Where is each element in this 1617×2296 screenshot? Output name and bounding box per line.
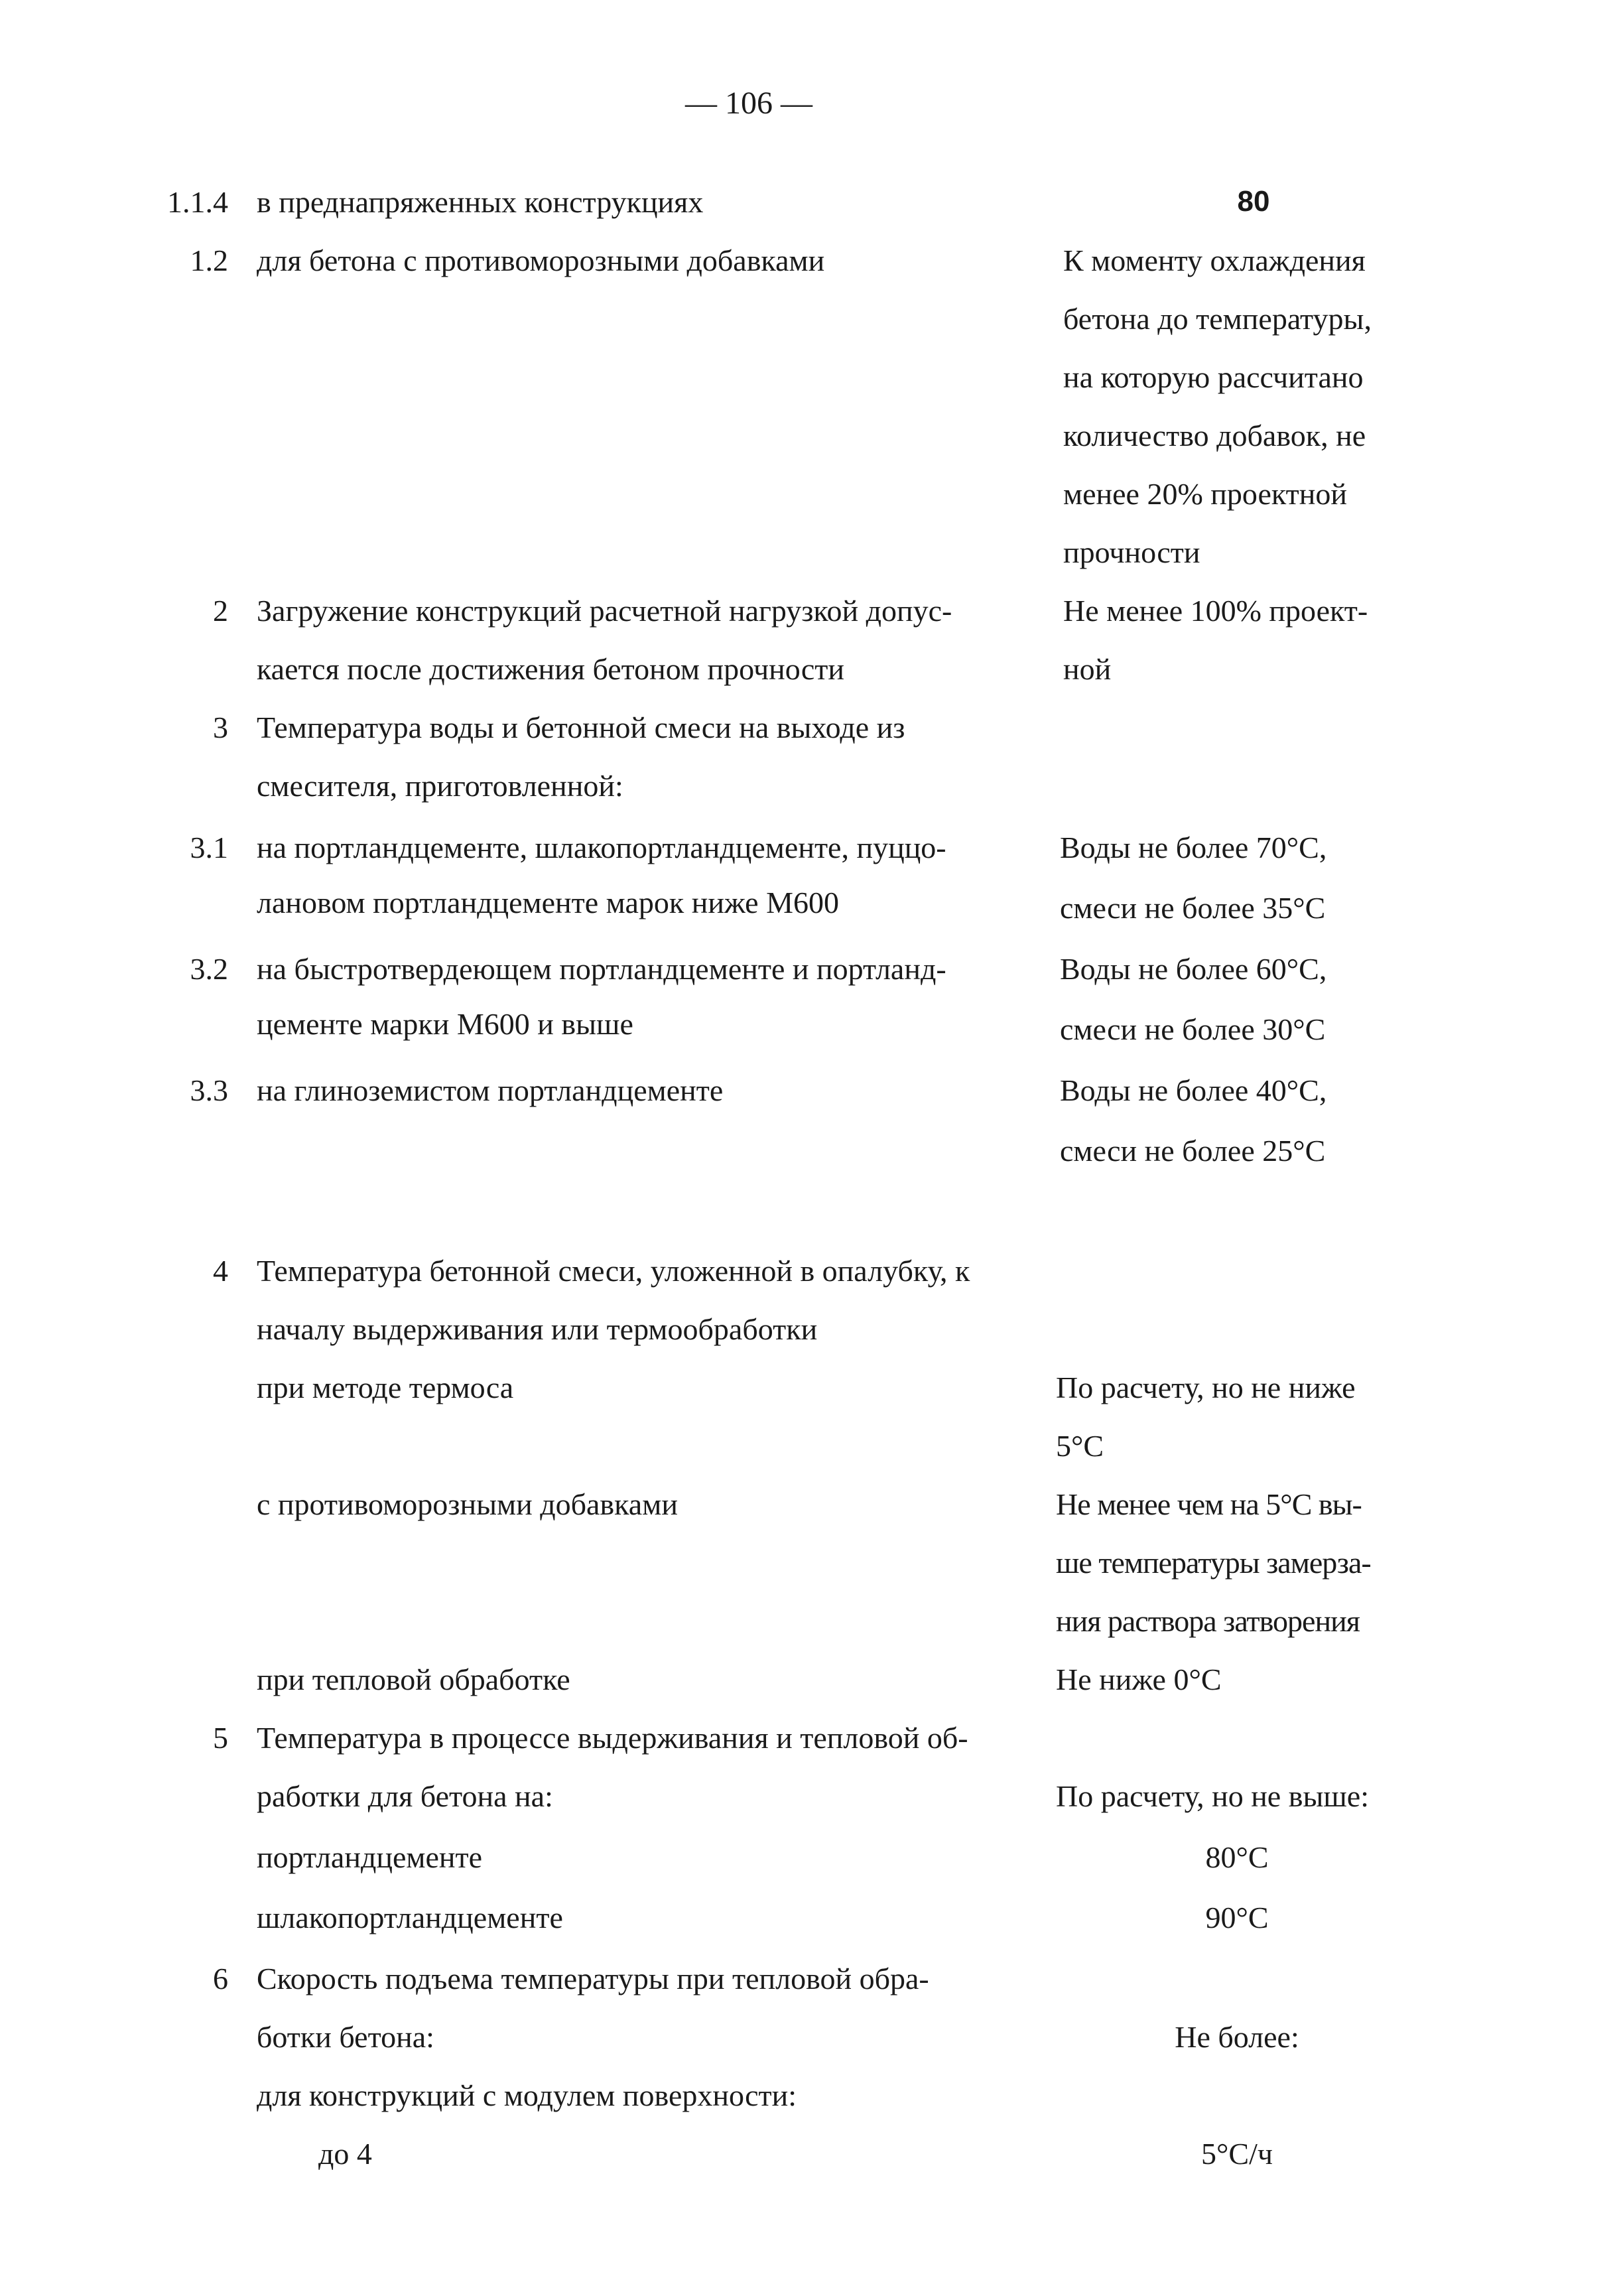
item-text-line: ботки бетона: [257,2020,434,2054]
item-text-line: цементе марки М600 и выше [257,1007,633,1041]
item-number: 3 [213,710,228,744]
item-text-line: Загружение конструкций расчетной нагрузкой допус- [257,594,952,628]
item-value-line: смеси не более 35°С [1060,891,1326,925]
item-text-line: работки для бетона на: [257,1779,553,1813]
item-value-line: менее 20% проектной [1063,477,1347,511]
item-value: 5°С/ч [1201,2137,1273,2171]
item-value-line: прочности [1063,535,1200,569]
item-text-line: лановом портландцементе марок ниже М600 [257,886,839,919]
item-value-line: ше температуры замерза- [1056,1546,1371,1580]
item-number: 1.1.4 [167,185,228,219]
item-number: 3.3 [190,1073,228,1107]
item-value-line: Воды не более 60°С, [1060,952,1327,986]
item-text: для бетона с противоморозными добавками [257,243,825,277]
item-value-line: Воды не более 40°С, [1060,1073,1327,1107]
item-text-line: Температура воды и бетонной смеси на выходе из [257,710,905,744]
item-value-line: ной [1063,652,1112,686]
item-text: до 4 [318,2137,372,2171]
item-value-line: К моменту охлаждения [1063,243,1366,277]
item-text-line: смесителя, приготовленной: [257,769,623,803]
item-text: при методе термоса [257,1371,514,1404]
item-value-line: бетона до температуры, [1063,302,1372,336]
item-value-line: Не менее 100% проект- [1063,594,1368,628]
item-text-line: Температура в процессе выдерживания и тепловой об- [257,1721,968,1755]
item-text-line: на портландцементе, шлакопортландцементе, пуццо- [257,831,946,864]
item-value-line: смеси не более 30°С [1060,1012,1326,1046]
item-value: 80°С [1205,1840,1269,1874]
item-text-line: на быстротвердеющем портландцементе и портланд- [257,952,946,986]
item-text: портландцементе [257,1840,483,1874]
item-value-line: на которую рассчитано [1063,360,1364,394]
page-number: — 106 — [685,86,812,121]
item-value: Не более: [1175,2020,1299,2054]
item-value-line: 5°С [1056,1429,1104,1463]
item-number: 1.2 [190,243,228,277]
item-text-line: началу выдерживания или термообработки [257,1312,818,1346]
item-number: 3.1 [190,831,228,864]
item-text-line: кается после достижения бетоном прочности [257,652,844,686]
item-text: для конструкций с модулем поверхности: [257,2078,797,2112]
item-text: в преднапряженных конструкциях [257,185,704,219]
item-number: 5 [213,1721,228,1755]
item-value: 90°С [1205,1901,1269,1934]
item-text: на глиноземистом портландцементе [257,1073,724,1107]
item-value-line: количество добавок, не [1063,419,1366,452]
item-text: шлакопортландцементе [257,1901,563,1934]
item-text-line: Температура бетонной смеси, уложенной в опалубку, к [257,1254,970,1288]
item-value: Не ниже 0°С [1056,1662,1222,1696]
item-value-line: ния раствора затворения [1056,1604,1360,1638]
item-text: при тепловой обработке [257,1662,570,1696]
item-number: 2 [213,594,228,628]
item-number: 6 [213,1962,228,1995]
item-value-line: Не менее чем на 5°С вы- [1056,1487,1362,1521]
item-value: По расчету, но не выше: [1056,1779,1369,1813]
item-text: с противоморозными добавками [257,1487,678,1521]
item-value-line: По расчету, но не ниже [1056,1371,1356,1404]
item-value-line: смеси не более 25°С [1060,1134,1326,1168]
item-text-line: Скорость подъема температуры при тепловой обра- [257,1962,929,1995]
item-value: 80 [1237,185,1270,218]
item-value-line: Воды не более 70°С, [1060,831,1327,864]
item-number: 3.2 [190,952,228,986]
item-number: 4 [213,1254,228,1288]
